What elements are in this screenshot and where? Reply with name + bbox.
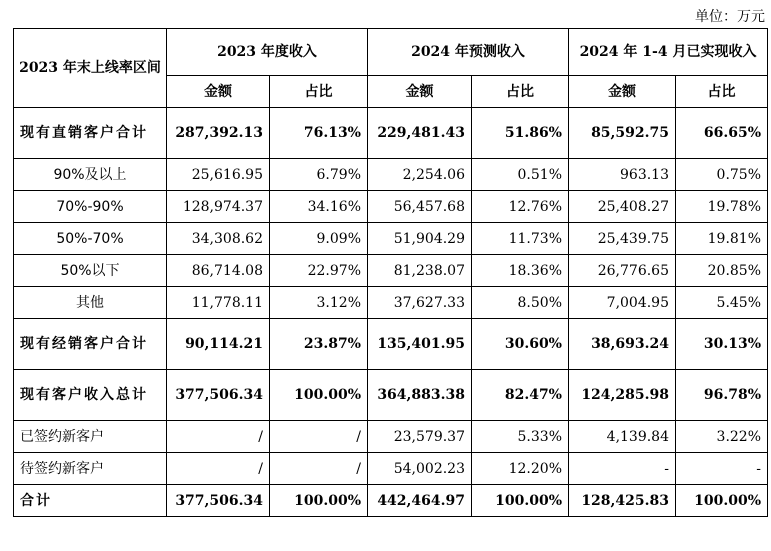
table-row	[14, 421, 768, 453]
ratio-cell: 18.36%	[472, 255, 569, 287]
ratio-cell: 19.78%	[676, 191, 768, 223]
amount-header: 金额	[569, 76, 676, 108]
table-row	[14, 159, 768, 191]
amount-cell: 364,883.38	[368, 370, 472, 421]
ratio-cell: 3.22%	[676, 421, 768, 453]
amount-cell: 90,114.21	[167, 319, 270, 370]
amount-cell: 23,579.37	[368, 421, 472, 453]
ratio-header: 占比	[472, 76, 569, 108]
row-label: 50%以下	[14, 255, 167, 287]
ratio-cell: 100.00%	[472, 485, 569, 517]
row-label: 待签约新客户	[14, 453, 167, 485]
ratio-cell: 12.76%	[472, 191, 569, 223]
table-row	[14, 287, 768, 319]
row-label: 已签约新客户	[14, 421, 167, 453]
table-row	[14, 453, 768, 485]
table-row	[14, 255, 768, 287]
group-header-2024-actual: 2024 年 1-4 月已实现收入	[569, 29, 768, 76]
ratio-cell: 5.33%	[472, 421, 569, 453]
ratio-cell: 0.75%	[676, 159, 768, 191]
ratio-cell: 8.50%	[472, 287, 569, 319]
row-label: 现有客户收入总计	[14, 370, 167, 421]
ratio-cell: 96.78%	[676, 370, 768, 421]
row-label: 其他	[14, 287, 167, 319]
amount-cell: 38,693.24	[569, 319, 676, 370]
amount-cell: 25,616.95	[167, 159, 270, 191]
ratio-cell: 11.73%	[472, 223, 569, 255]
row-label: 50%-70%	[14, 223, 167, 255]
amount-cell: 229,481.43	[368, 108, 472, 159]
ratio-cell: -	[676, 453, 768, 485]
ratio-cell: 22.97%	[270, 255, 368, 287]
amount-cell: /	[167, 453, 270, 485]
amount-cell: -	[569, 453, 676, 485]
table-row	[14, 223, 768, 255]
ratio-cell: 23.87%	[270, 319, 368, 370]
table-body	[14, 108, 768, 517]
ratio-cell: 6.79%	[270, 159, 368, 191]
amount-cell: 7,004.95	[569, 287, 676, 319]
amount-cell: 81,238.07	[368, 255, 472, 287]
table-row	[14, 319, 768, 370]
ratio-cell: 9.09%	[270, 223, 368, 255]
amount-cell: 124,285.98	[569, 370, 676, 421]
amount-cell: 25,439.75	[569, 223, 676, 255]
row-label: 合计	[14, 485, 167, 517]
row-label-header: 2023 年末上线率区间	[14, 29, 167, 108]
amount-cell: 11,778.11	[167, 287, 270, 319]
ratio-cell: 66.65%	[676, 108, 768, 159]
amount-cell: 377,506.34	[167, 370, 270, 421]
ratio-cell: 20.85%	[676, 255, 768, 287]
amount-cell: 287,392.13	[167, 108, 270, 159]
ratio-cell: 5.45%	[676, 287, 768, 319]
amount-cell: 128,425.83	[569, 485, 676, 517]
amount-cell: 26,776.65	[569, 255, 676, 287]
ratio-cell: /	[270, 453, 368, 485]
table-row	[14, 370, 768, 421]
amount-cell: /	[167, 421, 270, 453]
group-header-2024-forecast: 2024 年预测收入	[368, 29, 569, 76]
table-row	[14, 191, 768, 223]
ratio-cell: 19.81%	[676, 223, 768, 255]
group-header-2023: 2023 年度收入	[167, 29, 368, 76]
ratio-cell: 34.16%	[270, 191, 368, 223]
ratio-cell: 0.51%	[472, 159, 569, 191]
row-label: 现有直销客户合计	[14, 108, 167, 159]
amount-cell: 128,974.37	[167, 191, 270, 223]
row-label: 90%及以上	[14, 159, 167, 191]
ratio-header: 占比	[676, 76, 768, 108]
row-label: 70%-90%	[14, 191, 167, 223]
ratio-cell: 3.12%	[270, 287, 368, 319]
ratio-cell: 12.20%	[472, 453, 569, 485]
ratio-cell: 100.00%	[676, 485, 768, 517]
ratio-cell: /	[270, 421, 368, 453]
ratio-cell: 30.13%	[676, 319, 768, 370]
revenue-table	[13, 28, 768, 517]
amount-cell: 4,139.84	[569, 421, 676, 453]
amount-header: 金额	[368, 76, 472, 108]
table-row	[14, 108, 768, 159]
amount-cell: 34,308.62	[167, 223, 270, 255]
ratio-cell: 51.86%	[472, 108, 569, 159]
amount-cell: 85,592.75	[569, 108, 676, 159]
row-label: 现有经销客户合计	[14, 319, 167, 370]
ratio-header: 占比	[270, 76, 368, 108]
ratio-cell: 82.47%	[472, 370, 569, 421]
ratio-cell: 76.13%	[270, 108, 368, 159]
amount-cell: 51,904.29	[368, 223, 472, 255]
unit-label: 单位：万元	[695, 9, 765, 25]
ratio-cell: 100.00%	[270, 485, 368, 517]
amount-cell: 377,506.34	[167, 485, 270, 517]
amount-cell: 56,457.68	[368, 191, 472, 223]
amount-cell: 963.13	[569, 159, 676, 191]
table-row	[14, 485, 768, 517]
amount-cell: 37,627.33	[368, 287, 472, 319]
amount-cell: 54,002.23	[368, 453, 472, 485]
ratio-cell: 100.00%	[270, 370, 368, 421]
amount-cell: 86,714.08	[167, 255, 270, 287]
amount-header: 金额	[167, 76, 270, 108]
amount-cell: 25,408.27	[569, 191, 676, 223]
amount-cell: 135,401.95	[368, 319, 472, 370]
amount-cell: 2,254.06	[368, 159, 472, 191]
amount-cell: 442,464.97	[368, 485, 472, 517]
ratio-cell: 30.60%	[472, 319, 569, 370]
